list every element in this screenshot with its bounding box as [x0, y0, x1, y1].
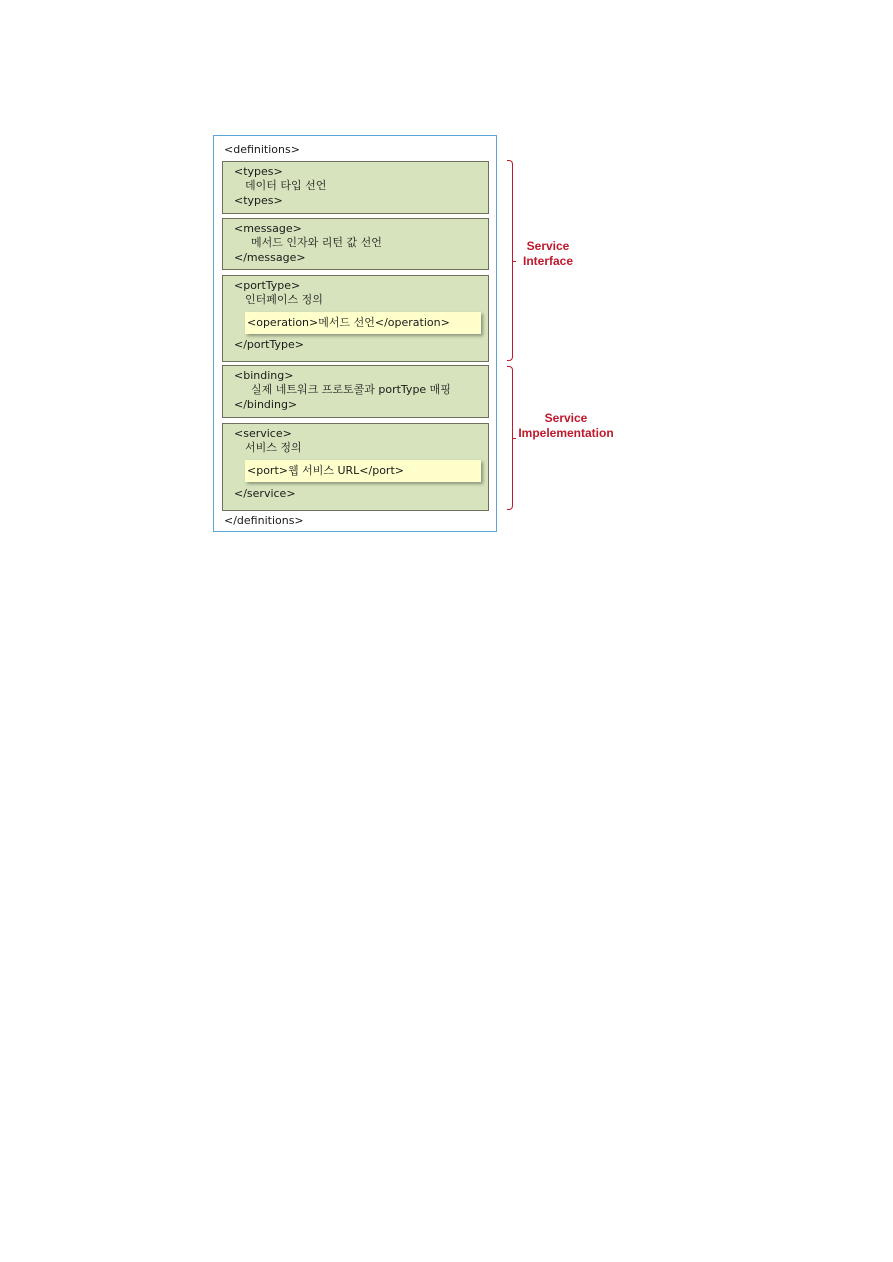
service-open-tag: <service> — [234, 427, 292, 440]
porttype-block — [222, 275, 489, 362]
service-description: 서비스 정의 — [245, 441, 302, 454]
port-box — [245, 460, 481, 482]
service-block — [222, 423, 489, 511]
message-open-tag: <message> — [234, 222, 302, 235]
service-interface-label-line2: Interface — [522, 254, 574, 268]
porttype-open-tag: <portType> — [234, 279, 301, 292]
binding-description: 실제 네트워크 프로토콜과 portType 매핑 — [251, 383, 451, 396]
binding-close-tag: </binding> — [234, 398, 298, 411]
types-description: 데이터 타입 선언 — [245, 179, 327, 192]
operation-box — [245, 312, 481, 334]
message-description: 메서드 인자와 리턴 값 선언 — [251, 236, 382, 249]
binding-block — [222, 365, 489, 418]
binding-open-tag: <binding> — [234, 369, 294, 382]
message-close-tag: </message> — [234, 251, 306, 264]
definitions-open-tag: <definitions> — [224, 143, 300, 156]
service-interface-bracket — [507, 160, 513, 361]
service-implementation-label — [510, 411, 622, 441]
types-close-tag: <types> — [234, 194, 283, 207]
message-block — [222, 218, 489, 270]
types-open-tag: <types> — [234, 165, 283, 178]
operation-element: <operation>메서드 선언</operation> — [247, 316, 450, 329]
service-interface-bracket-tip — [512, 261, 516, 262]
service-interface-label-line1: Service — [526, 239, 570, 253]
service-close-tag: </service> — [234, 487, 296, 500]
service-implementation-label-line1: Service — [544, 411, 588, 425]
service-interface-label — [518, 239, 578, 269]
types-block — [222, 161, 489, 214]
service-implementation-label-line2: Impelementation — [518, 426, 614, 440]
definitions-container — [213, 135, 497, 532]
port-element: <port>웹 서비스 URL</port> — [247, 464, 404, 477]
definitions-close-tag: </definitions> — [224, 514, 304, 527]
porttype-close-tag: </portType> — [234, 338, 304, 351]
porttype-description: 인터페이스 정의 — [245, 293, 323, 306]
